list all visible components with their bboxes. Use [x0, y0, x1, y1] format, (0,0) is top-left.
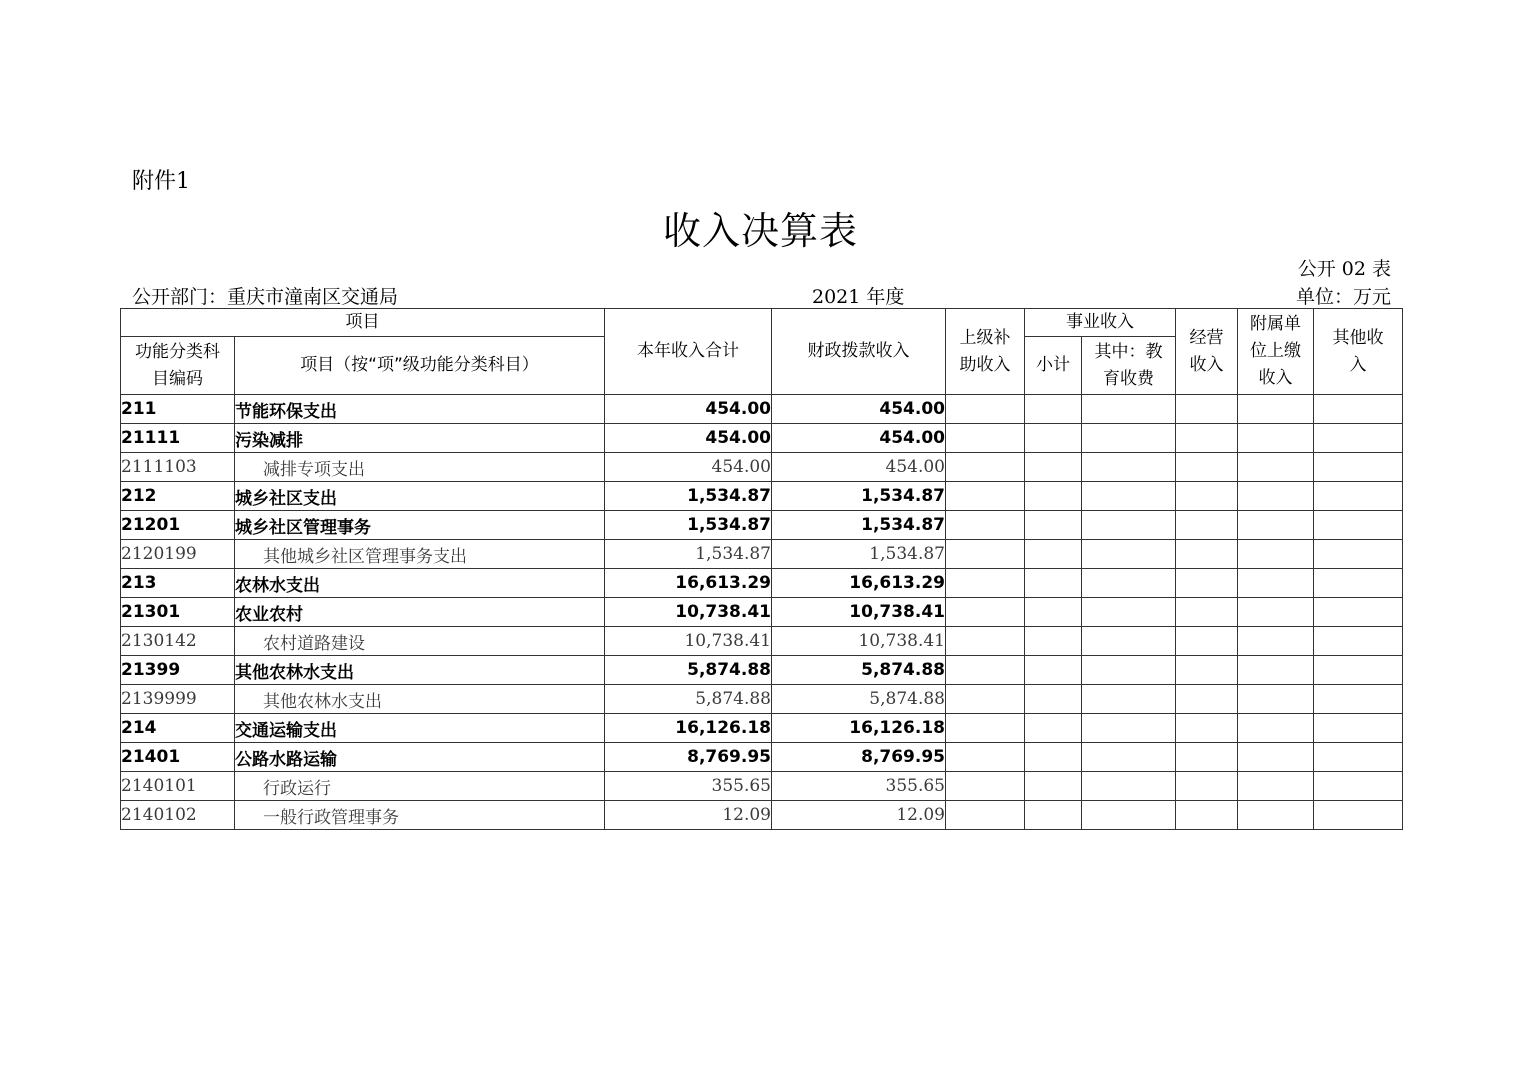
row-fiscal: 1,534.87	[772, 482, 946, 511]
row-fiscal: 16,613.29	[772, 569, 946, 598]
row-operation	[1176, 685, 1238, 714]
row-affiliate	[1238, 540, 1314, 569]
row-business-subtotal	[1025, 395, 1082, 424]
row-fiscal: 454.00	[772, 453, 946, 482]
row-other	[1314, 395, 1403, 424]
row-other	[1314, 540, 1403, 569]
row-edu-fee	[1082, 540, 1176, 569]
header-business: 事业收入	[1025, 309, 1176, 337]
department-label: 公开部门：重庆市潼南区交通局	[132, 286, 399, 308]
row-superior	[946, 569, 1025, 598]
row-operation	[1176, 627, 1238, 656]
row-business-subtotal	[1025, 482, 1082, 511]
row-superior	[946, 801, 1025, 830]
row-code: 212	[121, 482, 235, 511]
row-fiscal: 16,126.18	[772, 714, 946, 743]
row-name: 农业农村	[235, 598, 605, 627]
row-operation	[1176, 395, 1238, 424]
header-affiliate: 附属单位上缴收入	[1238, 309, 1314, 395]
header-code: 功能分类科目编码	[121, 337, 235, 395]
row-code: 2139999	[121, 685, 235, 714]
row-business-subtotal	[1025, 656, 1082, 685]
row-total: 16,126.18	[605, 714, 772, 743]
row-name: 减排专项支出	[235, 453, 605, 482]
meta-line	[132, 282, 1391, 308]
row-total: 10,738.41	[605, 627, 772, 656]
row-code: 21111	[121, 424, 235, 453]
row-name: 交通运输支出	[235, 714, 605, 743]
row-total: 8,769.95	[605, 743, 772, 772]
row-business-subtotal	[1025, 772, 1082, 801]
row-name: 公路水路运输	[235, 743, 605, 772]
row-affiliate	[1238, 395, 1314, 424]
table-header	[121, 309, 1403, 395]
row-total: 454.00	[605, 453, 772, 482]
row-superior	[946, 714, 1025, 743]
row-name: 农林水支出	[235, 569, 605, 598]
row-affiliate	[1238, 801, 1314, 830]
row-operation	[1176, 743, 1238, 772]
row-name: 其他农林水支出	[235, 685, 605, 714]
row-other	[1314, 453, 1403, 482]
header-other: 其他收入	[1314, 309, 1403, 395]
row-name: 其他农林水支出	[235, 656, 605, 685]
row-superior	[946, 511, 1025, 540]
row-edu-fee	[1082, 482, 1176, 511]
row-name: 一般行政管理事务	[235, 801, 605, 830]
row-total: 454.00	[605, 395, 772, 424]
row-code: 21301	[121, 598, 235, 627]
row-edu-fee	[1082, 772, 1176, 801]
row-superior	[946, 540, 1025, 569]
row-operation	[1176, 772, 1238, 801]
row-other	[1314, 685, 1403, 714]
row-operation	[1176, 453, 1238, 482]
row-operation	[1176, 801, 1238, 830]
row-edu-fee	[1082, 627, 1176, 656]
header-project: 项目	[121, 309, 605, 337]
row-code: 21401	[121, 743, 235, 772]
row-operation	[1176, 424, 1238, 453]
row-superior	[946, 424, 1025, 453]
table-row	[121, 569, 1403, 598]
row-superior	[946, 685, 1025, 714]
row-edu-fee	[1082, 395, 1176, 424]
table-row	[121, 395, 1403, 424]
row-fiscal: 1,534.87	[772, 511, 946, 540]
row-edu-fee	[1082, 598, 1176, 627]
row-code: 2140101	[121, 772, 235, 801]
row-superior	[946, 395, 1025, 424]
row-code: 21201	[121, 511, 235, 540]
row-code: 2120199	[121, 540, 235, 569]
row-fiscal: 8,769.95	[772, 743, 946, 772]
row-edu-fee	[1082, 714, 1176, 743]
table-row	[121, 656, 1403, 685]
row-operation	[1176, 656, 1238, 685]
row-affiliate	[1238, 714, 1314, 743]
row-business-subtotal	[1025, 714, 1082, 743]
row-affiliate	[1238, 598, 1314, 627]
row-operation	[1176, 714, 1238, 743]
row-total: 16,613.29	[605, 569, 772, 598]
attachment-label: 附件1	[132, 169, 190, 194]
income-table	[120, 308, 1403, 830]
table-row	[121, 627, 1403, 656]
row-business-subtotal	[1025, 569, 1082, 598]
row-edu-fee	[1082, 801, 1176, 830]
unit-label: 单位：万元	[1295, 286, 1391, 308]
row-edu-fee	[1082, 656, 1176, 685]
row-superior	[946, 482, 1025, 511]
row-business-subtotal	[1025, 743, 1082, 772]
row-edu-fee	[1082, 743, 1176, 772]
row-name: 其他城乡社区管理事务支出	[235, 540, 605, 569]
header-subtotal: 小计	[1025, 337, 1082, 395]
row-superior	[946, 743, 1025, 772]
row-affiliate	[1238, 656, 1314, 685]
row-code: 21399	[121, 656, 235, 685]
row-name: 城乡社区管理事务	[235, 511, 605, 540]
row-code: 2130142	[121, 627, 235, 656]
row-fiscal: 10,738.41	[772, 627, 946, 656]
header-operation: 经营收入	[1176, 309, 1238, 395]
row-superior	[946, 772, 1025, 801]
row-edu-fee	[1082, 685, 1176, 714]
table-row	[121, 772, 1403, 801]
row-affiliate	[1238, 511, 1314, 540]
row-operation	[1176, 511, 1238, 540]
header-edu-fee: 其中：教育收费	[1082, 337, 1176, 395]
row-superior	[946, 598, 1025, 627]
row-other	[1314, 482, 1403, 511]
table-row	[121, 685, 1403, 714]
row-total: 454.00	[605, 424, 772, 453]
table-body	[121, 395, 1403, 830]
row-other	[1314, 656, 1403, 685]
row-superior	[946, 453, 1025, 482]
form-number: 公开 02 表	[1297, 258, 1391, 280]
row-other	[1314, 511, 1403, 540]
row-name: 农村道路建设	[235, 627, 605, 656]
row-affiliate	[1238, 453, 1314, 482]
row-name: 行政运行	[235, 772, 605, 801]
row-name: 城乡社区支出	[235, 482, 605, 511]
row-total: 5,874.88	[605, 685, 772, 714]
row-other	[1314, 743, 1403, 772]
row-affiliate	[1238, 424, 1314, 453]
row-business-subtotal	[1025, 453, 1082, 482]
table-row	[121, 801, 1403, 830]
row-business-subtotal	[1025, 801, 1082, 830]
row-total: 1,534.87	[605, 482, 772, 511]
row-fiscal: 5,874.88	[772, 685, 946, 714]
row-fiscal: 5,874.88	[772, 656, 946, 685]
row-affiliate	[1238, 772, 1314, 801]
table-row	[121, 743, 1403, 772]
table-row	[121, 482, 1403, 511]
row-other	[1314, 598, 1403, 627]
row-superior	[946, 627, 1025, 656]
row-edu-fee	[1082, 453, 1176, 482]
row-business-subtotal	[1025, 598, 1082, 627]
row-name: 节能环保支出	[235, 395, 605, 424]
header-name: 项目（按“项”级功能分类科目）	[235, 337, 605, 395]
row-total: 10,738.41	[605, 598, 772, 627]
table-row	[121, 511, 1403, 540]
row-edu-fee	[1082, 569, 1176, 598]
row-business-subtotal	[1025, 685, 1082, 714]
row-total: 5,874.88	[605, 656, 772, 685]
row-edu-fee	[1082, 424, 1176, 453]
row-name: 污染减排	[235, 424, 605, 453]
row-total: 1,534.87	[605, 511, 772, 540]
row-other	[1314, 569, 1403, 598]
row-affiliate	[1238, 569, 1314, 598]
row-other	[1314, 772, 1403, 801]
row-operation	[1176, 569, 1238, 598]
header-fiscal: 财政拨款收入	[772, 309, 946, 395]
page-title: 收入决算表	[662, 209, 858, 253]
row-other	[1314, 714, 1403, 743]
row-superior	[946, 656, 1025, 685]
header-superior: 上级补助收入	[946, 309, 1025, 395]
row-business-subtotal	[1025, 511, 1082, 540]
row-affiliate	[1238, 627, 1314, 656]
row-code: 213	[121, 569, 235, 598]
header-total: 本年收入合计	[605, 309, 772, 395]
row-operation	[1176, 482, 1238, 511]
row-fiscal: 355.65	[772, 772, 946, 801]
row-total: 1,534.87	[605, 540, 772, 569]
row-total: 355.65	[605, 772, 772, 801]
table-row	[121, 714, 1403, 743]
row-total: 12.09	[605, 801, 772, 830]
row-code: 2140102	[121, 801, 235, 830]
row-edu-fee	[1082, 511, 1176, 540]
row-fiscal: 12.09	[772, 801, 946, 830]
row-fiscal: 454.00	[772, 395, 946, 424]
row-affiliate	[1238, 743, 1314, 772]
row-code: 2111103	[121, 453, 235, 482]
year-label: 2021 年度	[812, 286, 905, 308]
row-business-subtotal	[1025, 540, 1082, 569]
row-operation	[1176, 540, 1238, 569]
table-row	[121, 453, 1403, 482]
row-business-subtotal	[1025, 627, 1082, 656]
row-business-subtotal	[1025, 424, 1082, 453]
row-fiscal: 1,534.87	[772, 540, 946, 569]
row-code: 211	[121, 395, 235, 424]
row-other	[1314, 424, 1403, 453]
row-affiliate	[1238, 685, 1314, 714]
table-row	[121, 598, 1403, 627]
row-other	[1314, 801, 1403, 830]
row-code: 214	[121, 714, 235, 743]
row-fiscal: 10,738.41	[772, 598, 946, 627]
row-other	[1314, 627, 1403, 656]
row-operation	[1176, 598, 1238, 627]
table-row	[121, 540, 1403, 569]
row-affiliate	[1238, 482, 1314, 511]
table-row	[121, 424, 1403, 453]
row-fiscal: 454.00	[772, 424, 946, 453]
